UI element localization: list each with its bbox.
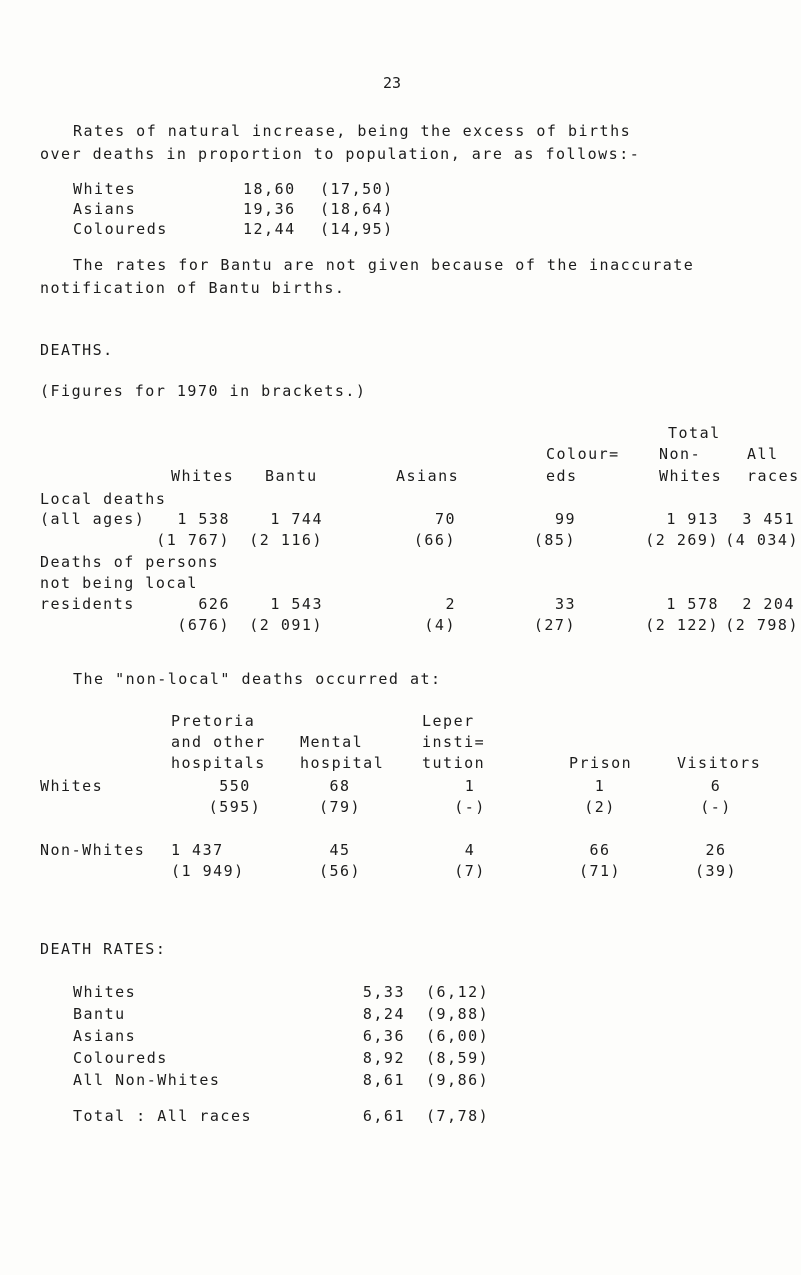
table-cell: 550 [219,777,251,795]
header-prison: Prison [569,754,633,772]
rate-value: 8,92 [362,1049,405,1067]
table-cell-prev: (4 034) [725,531,799,549]
row-label: Non-Whites [40,841,146,859]
header-bantu: Bantu [265,467,318,485]
table-cell-prev: (2 116) [249,531,323,549]
table-cell: 99 [554,510,576,528]
nonlocal-heading: The "non-local" deaths occurred at: [73,670,442,688]
table-cell: 2 204 [742,595,795,613]
table-cell-prev: (56) [318,862,362,880]
table-cell-prev: (1 949) [171,862,245,880]
table-cell-prev: (2 269) [645,531,719,549]
header-coloureds-line-1: Colour= [546,445,620,463]
rate-value: 6,36 [362,1027,405,1045]
header-leper-line-3: tution [422,754,486,772]
table-cell: 1 744 [270,510,323,528]
row-label: Local deaths [40,490,167,508]
total-rate-prev: (7,78) [426,1107,490,1125]
header-coloureds-line-2: eds [546,467,578,485]
rate-group: Whites [73,983,137,1001]
table-cell: 6 [710,777,722,795]
table-cell-prev: (39) [694,862,738,880]
table-cell-prev: (66) [413,531,456,549]
table-cell-prev: (4) [424,616,456,634]
table-cell-prev: (71) [578,862,622,880]
rate-prev: (6,12) [426,983,490,1001]
table-cell-prev: (2 122) [645,616,719,634]
deaths-heading: DEATHS. [40,341,114,359]
header-total-line-1: Total [668,424,721,442]
table-cell: 33 [554,595,576,613]
table-cell: 26 [705,841,727,859]
header-leper-line-2: insti= [422,733,486,751]
header-pretoria-line-1: Pretoria [171,712,256,730]
rate-group: All Non-Whites [73,1071,221,1089]
page-number: 23 [383,74,402,92]
table-cell-prev: (85) [533,531,576,549]
rate-prev: (9,86) [426,1071,490,1089]
header-pretoria-line-3: hospitals [171,754,266,772]
table-cell-prev: (27) [533,616,576,634]
table-cell: 1 437 [171,841,224,859]
rate-group: Asians [73,1027,137,1045]
table-cell: 68 [329,777,351,795]
deaths-note: (Figures for 1970 in brackets.) [40,382,367,400]
table-cell-prev: (-) [454,798,486,816]
rate-prev: (8,59) [426,1049,490,1067]
rate-prev: (9,88) [426,1005,490,1023]
table-cell: 1 578 [666,595,719,613]
intro-line-1: Rates of natural increase, being the excess of births [73,122,632,140]
header-mental-line-2: hospital [300,754,385,772]
table-cell: 1 [594,777,606,795]
header-all-line-1: All [747,445,779,463]
increase-value: 12,44 [243,220,296,238]
header-nonwhites-line-2: Non- [659,445,702,463]
increase-prev: (18,64) [320,200,394,218]
increase-group: Coloureds [73,220,168,238]
table-cell-prev: (595) [208,798,262,816]
increase-value: 18,60 [243,180,296,198]
table-cell: 626 [198,595,230,613]
increase-group: Whites [73,180,137,198]
table-cell-prev: (2 091) [249,616,323,634]
increase-prev: (17,50) [320,180,394,198]
table-cell-prev: (79) [318,798,362,816]
rate-value: 8,24 [362,1005,405,1023]
table-cell: 1 [464,777,476,795]
row-label: Deaths of persons [40,553,220,571]
increase-value: 19,36 [243,200,296,218]
rate-group: Bantu [73,1005,126,1023]
rate-group: Coloureds [73,1049,168,1067]
table-cell: 1 913 [666,510,719,528]
bantu-note-line-2: notification of Bantu births. [40,279,346,297]
header-whites: Whites [171,467,235,485]
header-all-line-2: races [747,467,800,485]
table-cell-prev: (1 767) [156,531,230,549]
table-cell: 70 [434,510,456,528]
rate-value: 5,33 [362,983,405,1001]
total-rate-group: Total : All races [73,1107,253,1125]
intro-line-2: over deaths in proportion to population, are as follows:- [40,145,641,163]
table-cell: 45 [329,841,351,859]
increase-group: Asians [73,200,137,218]
table-cell-prev: (2 798) [725,616,799,634]
table-cell: 1 543 [270,595,323,613]
table-cell-prev: (676) [177,616,230,634]
row-label: Whites [40,777,104,795]
table-cell-prev: (7) [454,862,486,880]
table-cell: 1 538 [177,510,230,528]
death-rates-heading: DEATH RATES: [40,940,167,958]
increase-prev: (14,95) [320,220,394,238]
header-mental-line-1: Mental [300,733,364,751]
row-label: residents [40,595,135,613]
header-visitors: Visitors [677,754,762,772]
rate-value: 8,61 [362,1071,405,1089]
table-cell-prev: (2) [584,798,616,816]
rate-prev: (6,00) [426,1027,490,1045]
table-cell: 3 451 [742,510,795,528]
row-label: not being local [40,574,198,592]
table-cell-prev: (-) [700,798,732,816]
header-pretoria-line-2: and other [171,733,266,751]
table-cell: 4 [464,841,476,859]
table-cell: 66 [589,841,611,859]
total-rate-value: 6,61 [362,1107,405,1125]
header-asians: Asians [396,467,460,485]
table-cell: 2 [445,595,456,613]
header-leper-line-1: Leper [422,712,475,730]
header-nonwhites-line-3: Whites [659,467,723,485]
bantu-note-line-1: The rates for Bantu are not given because of the inaccurate [73,256,695,274]
row-label: (all ages) [40,510,146,528]
